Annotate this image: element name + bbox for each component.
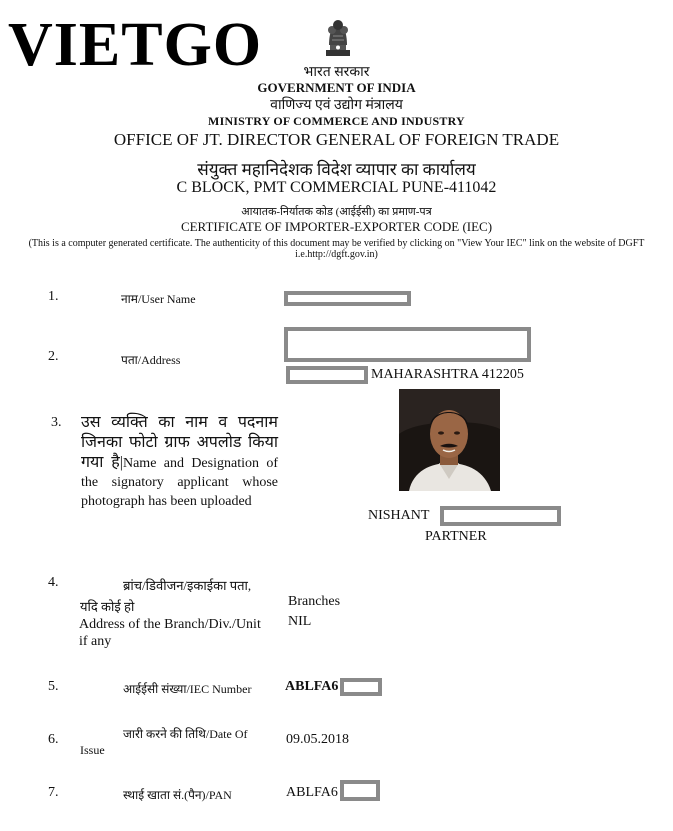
header-hindi-government: भारत सरकार [303,65,370,80]
user-name-label: नाम/User Name [121,292,196,306]
header-hindi-ministry: वाणिज्य एवं उद्योग मंत्रालय [270,98,403,113]
pan-value: ABLFA6 [286,785,338,800]
row-1-number: 1. [48,289,59,304]
header-government: GOVERNMENT OF INDIA [257,80,416,95]
branch-value-heading: Branches [288,594,341,609]
header-hindi-certificate: आयातक-निर्यातक कोड (आईईसी) का प्रमाण-पत्र [241,206,432,218]
national-emblem-icon [320,14,356,60]
row-7-number: 7. [48,785,59,800]
header-hindi-office: संयुक्त महानिदेशक विदेश व्यापार का कार्यालय [197,160,476,179]
signatory-photo [399,389,500,491]
verification-note: (This is a computer generated certificate. The authenticity of this document may be verified by clicking on "View Your IEC" link on the website of DGFT [28,238,645,249]
watermark-logo: VIETGO [8,11,263,79]
row-6-number: 6. [48,732,59,747]
pan-label: स्थाई खाता सं.(पैन)/PAN [123,788,232,802]
branch-label-english-2: if any [79,634,112,649]
branch-value: NIL [288,614,312,629]
redacted-pan [340,780,380,801]
address-state-pin: MAHARASHTRA 412205 [371,367,524,382]
row-4-number: 4. [48,575,59,590]
redacted-address [284,327,531,362]
date-of-issue-value: 09.05.2018 [286,732,349,747]
signatory-first-name: NISHANT [368,508,430,523]
signatory-label-hindi: उस व्यक्ति का नाम व पदनाम जिनका फोटो ग्राफ अपलोड किया गया है| [81,414,278,471]
row-2-number: 2. [48,349,59,364]
header-ministry: MINISTRY OF COMMERCE AND INDUSTRY [208,114,465,128]
iec-number-label: आईईसी संख्या/IEC Number [123,682,252,696]
address-label: पता/Address [121,353,181,367]
date-of-issue-label: जारी करने की तिथि/Date Of [123,727,248,741]
branch-label-hindi: ब्रांच/डिवीजन/इकाईका पता, [123,578,252,593]
date-of-issue-label-2: Issue [80,743,105,757]
redacted-signatory-surname [440,506,561,526]
branch-label-hindi-2: यदि कोई हो [80,599,135,614]
signatory-label [81,413,278,511]
row-3-number: 3. [51,415,62,430]
iec-number-value: ABLFA6 [285,679,339,694]
signatory-label-english: Name and Designation of the signatory applicant whose photograph has been uploaded [81,456,278,509]
header-address: C BLOCK, PMT COMMERCIAL PUNE-411042 [176,179,497,196]
branch-label-english: Address of the Branch/Div./Unit [79,617,261,632]
signatory-designation: PARTNER [425,529,487,544]
redacted-city [286,366,368,384]
redacted-iec-number [340,678,382,696]
header-office: OFFICE OF JT. DIRECTOR GENERAL OF FOREIGN TRADE [113,130,560,149]
header-certificate-title: CERTIFICATE OF IMPORTER-EXPORTER CODE (IEC) [180,219,493,234]
redacted-user-name [284,291,411,306]
row-5-number: 5. [48,679,59,694]
verification-note-link: i.e.http://dgft.gov.in) [295,249,378,260]
